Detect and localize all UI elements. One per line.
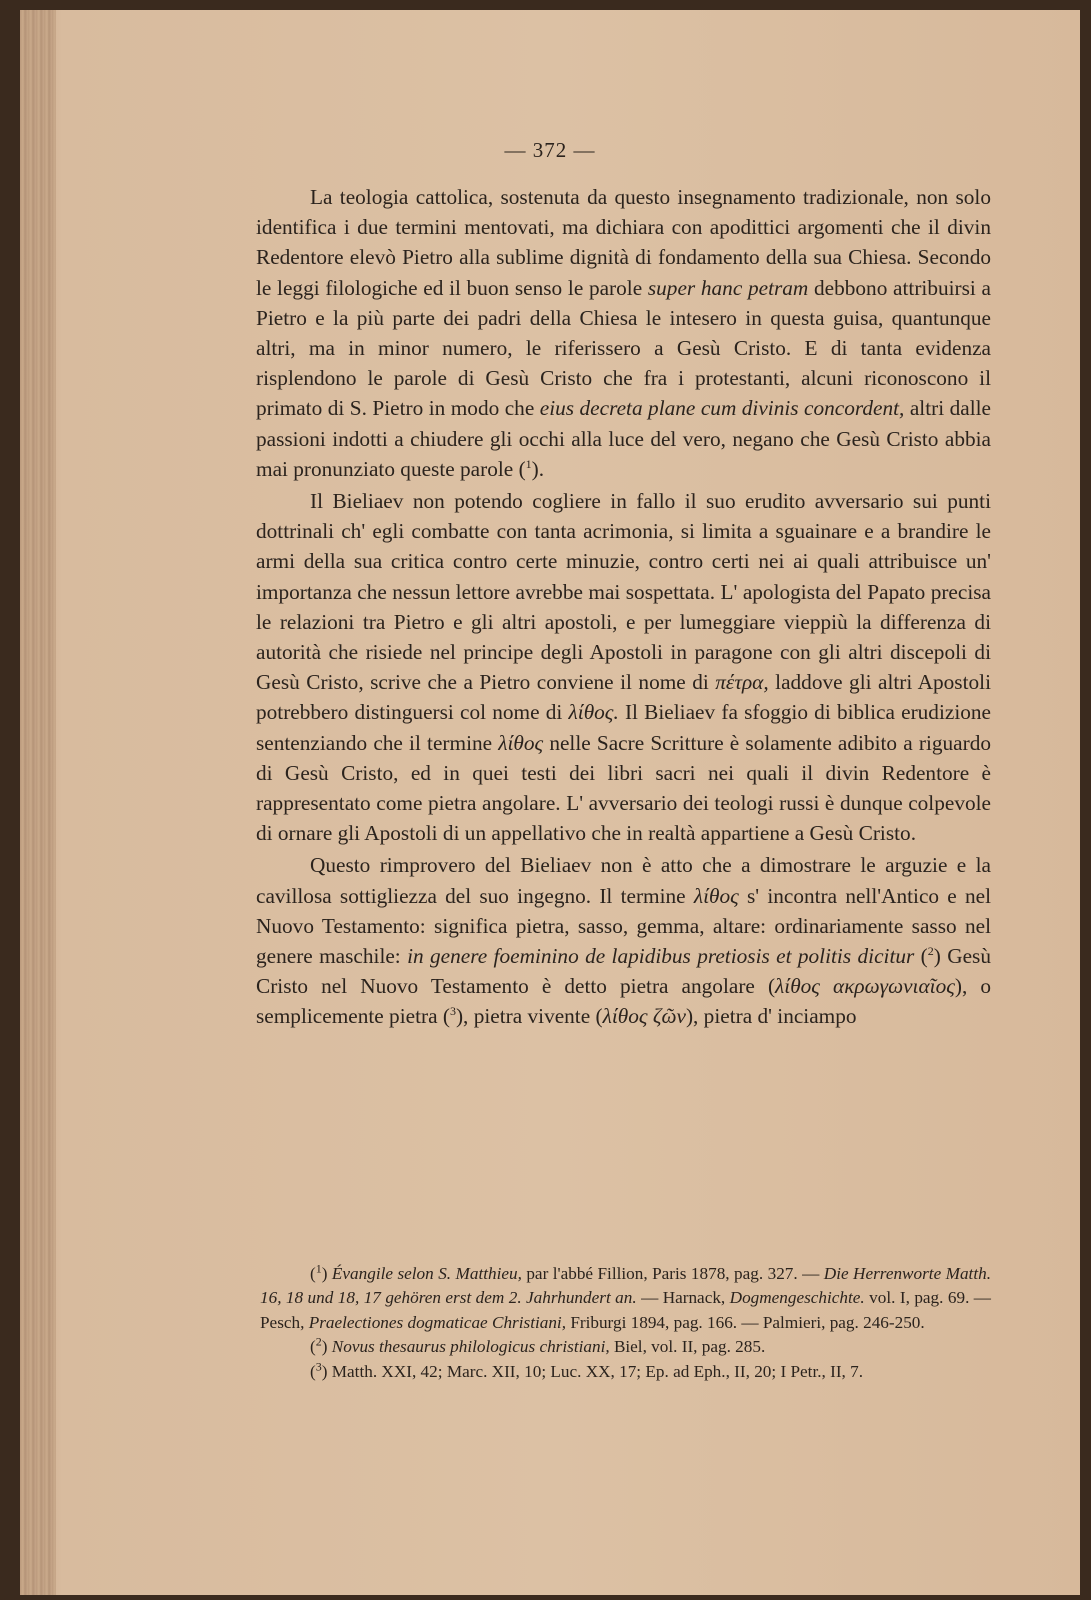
text-run: vol. I, pag. 69. — Pesch,	[260, 1288, 991, 1332]
italic-text: Novus thesaurus philologicus christiani,	[331, 1337, 610, 1357]
italic-text: Praelectiones dogmaticae Christiani,	[308, 1312, 567, 1332]
italic-text: Die Herrenworte Matth. 16, 18 und 18, 17 gehören erst dem 2. Jahrhundert an.	[260, 1264, 992, 1308]
paragraph	[256, 182, 991, 484]
text-run: ), o semplicemente pietra (	[256, 974, 991, 1029]
italic-text: eius decreta plane cum divinis concordent,	[539, 396, 905, 421]
book-page	[20, 10, 1080, 1595]
text-run: laddove gli altri Apostoli potrebbero distinguersi col nome di	[256, 670, 991, 725]
text-run: Biel, vol. II, pag. 285.	[609, 1337, 766, 1357]
text-run: altri dalle passioni indotti a chiudere gli occhi alla luce del vero, negano che Gesù Cristo abbia mai pronunziato queste parole (	[256, 396, 992, 481]
italic-text: in genere foeminino de lapidibus pretiosis et politis dicitur	[407, 944, 915, 969]
italic-text: λίθος ζῶν	[602, 1004, 686, 1029]
text-run: ), pietra d' inciampo	[685, 1004, 857, 1029]
italic-text: λίθος ακρωγωνιαῖος	[775, 974, 955, 999]
footnote-reference: 1	[525, 456, 532, 471]
text-run: Il Bieliaev non potendo cogliere in fallo il suo erudito avversario sui punti dottrinali ch' egli combatte con tanta acrimonia, si limita a sguainare e a brandire le armi della sua critica contro certe minuzie, contro certi nei ai quali attribuisce un' importanza che nessun lettore avrebbe mai sospettata. L' apologista del Papato precisa le relazioni tra Pietro e gli altri apostoli, e per lumeggiare vieppiù la differenza di autorità che risiede nel principe degli Apostoli in paragone con gli altri discepoli di Gesù Cristo, scrive che a Pietro conviene il nome di	[256, 489, 991, 695]
text-run: ) Gesù Cristo nel Nuovo Testamento è detto pietra angolare (	[256, 944, 991, 999]
footnotes	[260, 1262, 991, 1384]
italic-text: super hanc petram	[647, 275, 809, 300]
italic-text: λίθος	[693, 883, 739, 908]
text-run: Friburgi 1894, pag. 166. — Palmieri, pag. 246-250.	[566, 1312, 925, 1332]
footnote: ($^2$) Novus thesaurus philologicus christiani, Biel, vol. II, pag. 285.	[310, 1334, 766, 1357]
footnote-number: 1	[315, 1261, 322, 1276]
italic-text: πέτρα,	[715, 670, 769, 695]
page-binding-edge	[20, 10, 56, 1595]
footnote-reference: 3	[449, 1004, 456, 1019]
text-run: La teologia cattolica, sostenuta da questo insegnamento tradizionale, non solo identifica i due termini mentovati, ma dichiara con apodittici argomenti che il divin Redentore elevò Pietro alla sublime dignità di fondamento della sua Chiesa. Secondo le leggi filologiche ed il buon senso le parole	[256, 185, 991, 300]
text-run: nelle Sacre Scritture è solamente adibito a riguardo di Gesù Cristo, ed in quei testi dei libri sacri nei quali il divin Redentore è rappresentato come pietra angolare. L' avversario dei teologi russi è dunque colpevole di ornare gli Apostoli di un appellativo che in realtà appartiene a Gesù Cristo.	[256, 730, 991, 846]
text-run: ), pietra vivente (	[455, 1004, 603, 1029]
body-text	[256, 182, 991, 1032]
text-run: Questo rimprovero del Bieliaev non è atto che a dimostrare le arguzie e la cavillosa sottigliezza del suo ingegno. Il termine	[256, 853, 991, 908]
italic-text: λίθος.	[568, 700, 619, 725]
footnote: ($^1$) Évangile selon S. Matthieu, par l'abbé Fillion, Paris 1878, pag. 327. — Die Herrenworte Matth. 16, 18 und 18, 17 gehören erst dem 2. Jahrhundert an. — Harnack, Dogmengeschichte. vol. I, pag. 69. — Pesch, Praelectiones dogmaticae Christiani, Friburgi 1894, pag. 166. — Palmieri, pag. 246-250.	[260, 1261, 992, 1332]
text-run: (	[914, 944, 928, 969]
footnote-reference: 2	[927, 943, 934, 958]
italic-text: Dogmengeschichte.	[729, 1288, 865, 1308]
text-run: par l'abbé Fillion, Paris 1878, pag. 327. —	[521, 1264, 824, 1283]
page-number: — 372 —	[504, 138, 596, 162]
paragraph	[256, 850, 991, 1031]
text-run: Il Bieliaev fa sfoggio di biblica erudizione sentenziando che il termine	[256, 700, 991, 755]
footnote-number: 3	[315, 1358, 322, 1373]
italic-text: λίθος	[498, 730, 544, 755]
paragraph	[256, 486, 991, 848]
text-run: s' incontra nell'Antico e nel Nuovo Testamento: significa pietra, sasso, gemma, altare: ordinariamente sasso nel genere maschile:	[256, 883, 991, 969]
italic-text: Évangile selon S. Matthieu,	[331, 1264, 522, 1283]
text-run: ).	[531, 456, 545, 481]
footnote: ($^3$) Matth. XXI, 42; Marc. XII, 10; Luc. XX, 17; Ep. ad Eph., II, 20; I Petr., II, 7.	[310, 1358, 864, 1381]
text-run: — Harnack,	[636, 1288, 730, 1308]
footnote-number: 2	[315, 1334, 322, 1349]
text-run: debbono attribuirsi a Pietro e la più parte dei padri della Chiesa le intesero in questa guisa, quantunque altri, ma in minor numero, le riferissero a Gesù Cristo. E di tanta evidenza risplendono le parole di Gesù Cristo che fra i protestanti, alcuni riconoscono il primato di S. Pietro in modo che	[256, 275, 991, 421]
text-run: Matth. XXI, 42; Marc. XII, 10; Luc. XX, 17; Ep. ad Eph., II, 20; I Petr., II, 7.	[331, 1361, 864, 1381]
